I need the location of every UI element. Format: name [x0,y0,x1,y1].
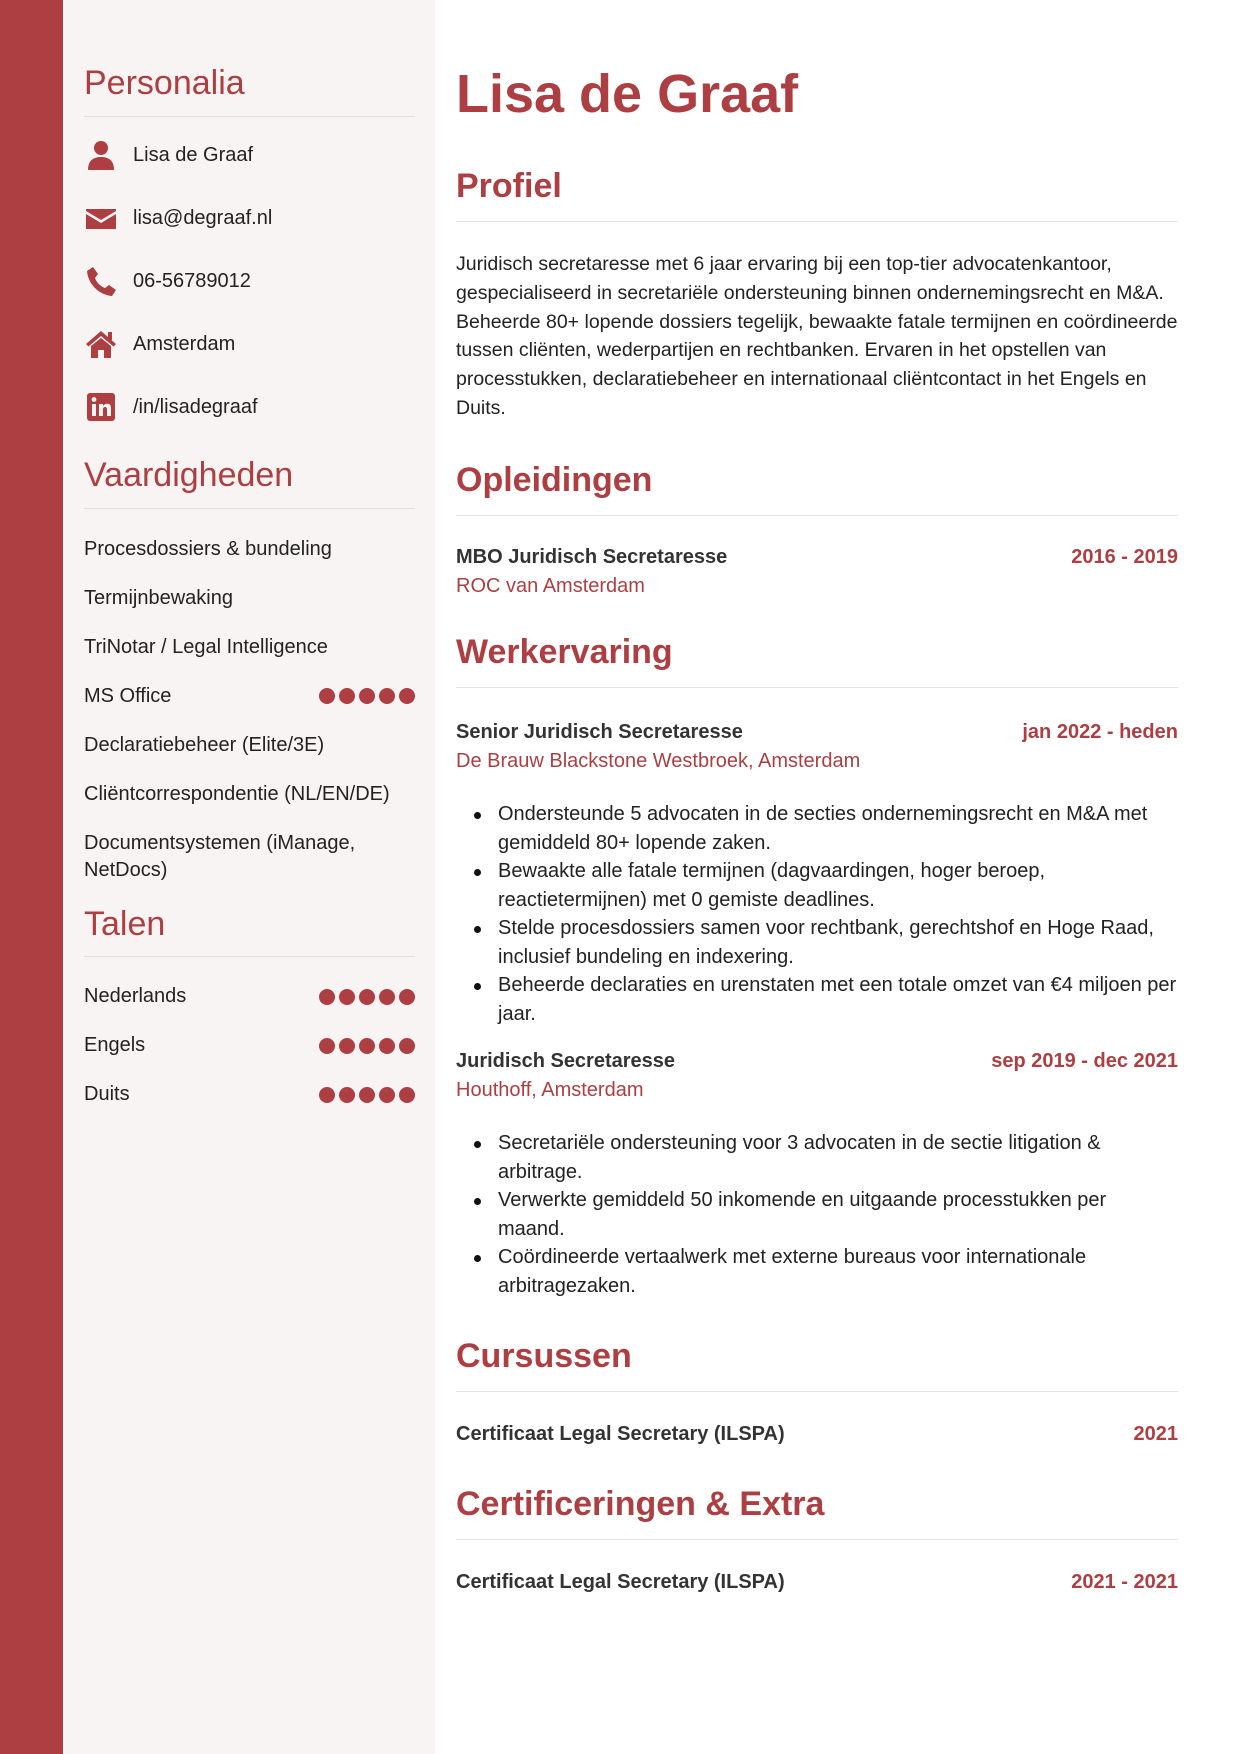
divider [84,956,415,957]
rating-dot [319,1038,335,1054]
education-title: Opleidingen [456,461,653,500]
rating-dot [319,688,335,704]
contact-linkedin [84,376,415,439]
sidebar [63,0,435,1754]
profile-title: Profiel [456,167,562,206]
entry-org: De Brauw Blackstone Westbroek, Amsterdam [456,750,861,772]
bullet-list [456,800,1178,1028]
contact-name [84,124,415,187]
languages-title: Talen [84,904,166,943]
courses-title: Cursussen [456,1337,632,1375]
bullet-item: Beheerde declaraties en urenstaten met een totale omzet van €4 miljoen per jaar. [456,971,1178,1028]
phone-icon [84,264,118,298]
entry-date: 2021 [1133,1422,1178,1445]
skill-label: Termijnbewaking [84,586,233,609]
skills-title: Vaardigheden [84,455,294,494]
main-content [435,0,1241,1754]
skill-label: Documentsystemen (iManage, NetDocs) [84,831,356,881]
bullet-item: Verwerkte gemiddeld 50 inkomende en uitgaande processtukken per maand. [456,1186,1178,1243]
rating-dot [339,1038,355,1054]
bullet-list [456,1129,1178,1300]
rating-dot [379,1087,395,1103]
courses-section [456,1336,1178,1446]
divider [456,1539,1178,1540]
contact-text: 06-56789012 [133,269,251,292]
bullet-item: Secretariële ondersteuning voor 3 advocaten in de sectie litigation & arbitrage. [456,1129,1178,1186]
rating-dot [319,1087,335,1103]
skills-list [84,536,415,884]
contact-list [84,124,415,439]
entry-title: Certificaat Legal Secretary (ILSPA) [456,1570,785,1593]
divider [456,1391,1178,1392]
languages-list [84,983,415,1108]
envelope-icon [84,201,118,235]
user-icon [84,138,118,172]
experience-title: Werkervaring [456,633,673,672]
language-rating [319,1038,415,1054]
contact-text[interactable]: /in/lisadegraaf [133,395,258,418]
rating-dot [399,1038,415,1054]
rating-dot [359,989,375,1005]
entry-org: ROC van Amsterdam [456,575,645,598]
experience-entry [456,721,1178,1028]
rating-dot [359,1038,375,1054]
divider [456,515,1178,516]
certs-section [456,1484,1178,1594]
language-label: Engels [84,1034,146,1057]
skill-rating [319,688,415,704]
contact-text[interactable]: lisa@degraaf.nl [133,206,273,229]
entry-date: 2016 - 2019 [1071,546,1178,569]
skill-item [84,536,415,563]
rating-dot [339,688,355,704]
education-section [456,460,1178,598]
contact-text: Lisa de Graaf [133,143,254,166]
experience-section [456,632,1178,1300]
skill-label: Declaratiebeheer (Elite/3E) [84,733,325,756]
language-rating [319,989,415,1005]
course-entry [456,1423,1178,1446]
skill-label: MS Office [84,684,172,707]
rating-dot [379,989,395,1005]
rating-dot [399,688,415,704]
cert-entry [456,1571,1178,1594]
profile-text: Juridisch secretaresse met 6 jaar ervaring bij een top-tier advocatenkantoor, gespecialiseerd in secretariële ondersteuning binnen ondernemingsrecht en M&A. Beheerde 80+ lopende dossiers tegelijk, bewaakte fatale termijnen en coördineerde tussen cliënten, wederpartijen en rechtbanken. Ervaren in het opstellen van processtukken, declaratiebeheer en internationaal cliëntcontact in het Engels en Duits. [456,253,1178,419]
skill-item [84,732,415,759]
bullet-item: Bewaakte alle fatale termijnen (dagvaardingen, hoger beroep, reactietermijnen) met 0 gemiste deadlines. [456,857,1178,914]
personalia-title: Personalia [84,64,245,102]
contact-email [84,187,415,250]
skill-item [84,830,384,884]
bullet-item: Coördineerde vertaalwerk met externe bureaus voor internationale arbitragezaken. [456,1243,1178,1300]
contact-phone [84,250,415,313]
rating-dot [379,688,395,704]
rating-dot [379,1038,395,1054]
contact-text: Amsterdam [133,332,236,355]
skill-label: Procesdossiers & bundeling [84,537,332,560]
home-icon [84,327,118,361]
rating-dot [359,688,375,704]
rating-dot [319,989,335,1005]
entry-title: Senior Juridisch Secretaresse [456,721,743,743]
rating-dot [359,1087,375,1103]
language-label: Duits [84,1083,130,1106]
experience-entry [456,1050,1178,1300]
skill-item [84,683,415,710]
rating-dot [339,989,355,1005]
rating-dot [399,989,415,1005]
profile-section [456,166,1178,422]
linkedin-icon [84,390,118,424]
entry-title: Certificaat Legal Secretary (ILSPA) [456,1422,785,1445]
skill-item [84,781,415,808]
skill-item [84,634,415,661]
bullet-item: Stelde procesdossiers samen voor rechtbank, gerechtshof en Hoge Raad, inclusief bundeling en indexering. [456,914,1178,971]
skill-label: Cliëntcorrespondentie (NL/EN/DE) [84,782,390,805]
contact-location [84,313,415,376]
entry-title: MBO Juridisch Secretaresse [456,546,728,569]
language-item [84,1081,415,1108]
rating-dot [339,1087,355,1103]
language-item [84,983,415,1010]
candidate-name: Lisa de Graaf [456,64,799,124]
language-label: Nederlands [84,985,187,1008]
language-rating [319,1087,415,1103]
education-entry [456,546,1178,598]
bullet-item: Ondersteunde 5 advocaten in de secties ondernemingsrecht en M&A met gemiddeld 80+ lopende zaken. [456,800,1178,857]
entry-title: Juridisch Secretaresse [456,1050,676,1072]
skill-item [84,585,415,612]
entry-date: sep 2019 - dec 2021 [991,1050,1178,1072]
rating-dot [399,1087,415,1103]
certs-title: Certificeringen & Extra [456,1484,825,1523]
entry-org: Houthoff, Amsterdam [456,1079,644,1101]
accent-stripe [0,0,63,1754]
language-item [84,1032,415,1059]
divider [84,116,415,117]
skill-label: TriNotar / Legal Intelligence [84,635,328,658]
entry-date: jan 2022 - heden [1022,721,1178,743]
divider [456,221,1178,222]
divider [456,687,1178,688]
divider [84,508,415,509]
entry-date: 2021 - 2021 [1071,1570,1178,1593]
